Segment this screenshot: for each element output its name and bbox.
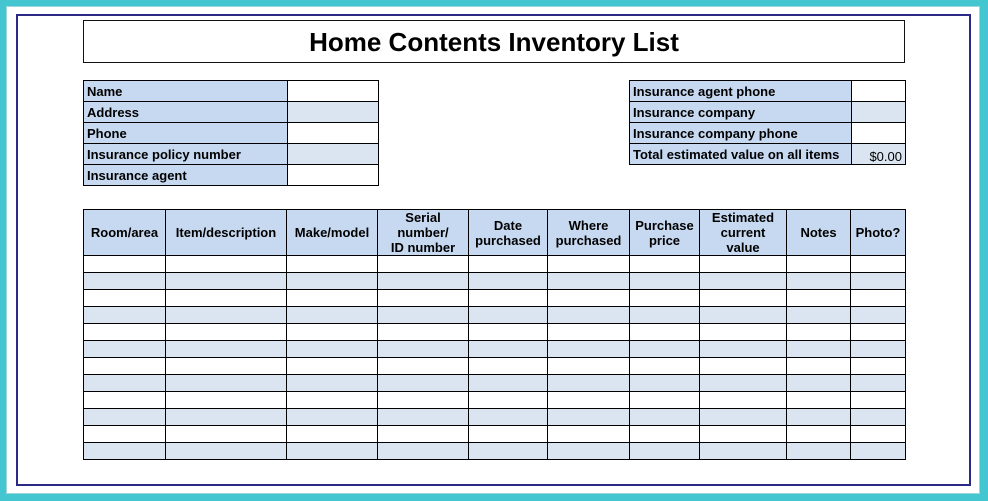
column-header-text: Where <box>568 217 609 233</box>
column-header-date-purchased <box>469 210 548 256</box>
make-model-cell[interactable] <box>287 341 378 358</box>
photo-cell[interactable] <box>851 273 906 290</box>
item-description-cell[interactable] <box>166 443 287 460</box>
room-area-cell[interactable] <box>84 392 166 409</box>
room-area-cell[interactable] <box>84 307 166 324</box>
where-purchased-cell[interactable] <box>548 256 630 273</box>
table-row <box>84 290 906 307</box>
estimated-current-value-cell[interactable] <box>700 290 787 307</box>
column-header-text: purchased <box>555 232 622 248</box>
where-purchased-cell[interactable] <box>548 358 630 375</box>
notes-cell[interactable] <box>787 409 851 426</box>
field-label: Insurance company <box>630 102 852 123</box>
photo-cell[interactable] <box>851 409 906 426</box>
purchase-price-cell[interactable] <box>630 409 700 426</box>
column-header-serial-number-id-number <box>378 210 469 256</box>
make-model-cell[interactable] <box>287 307 378 324</box>
table-row <box>84 375 906 392</box>
make-model-cell[interactable] <box>287 256 378 273</box>
where-purchased-cell[interactable] <box>548 443 630 460</box>
photo-cell[interactable] <box>851 256 906 273</box>
serial-number-id-number-cell[interactable] <box>378 324 469 341</box>
field-label: Total estimated value on all items <box>630 144 852 165</box>
purchase-price-cell[interactable] <box>630 426 700 443</box>
photo-cell[interactable] <box>851 358 906 375</box>
make-model-cell[interactable] <box>287 324 378 341</box>
inventory-table <box>83 209 906 460</box>
purchase-price-cell[interactable] <box>630 358 700 375</box>
inventory-header-row <box>84 210 906 256</box>
notes-cell[interactable] <box>787 273 851 290</box>
table-row <box>84 358 906 375</box>
table-row <box>84 273 906 290</box>
insurance-company-field[interactable] <box>852 102 906 123</box>
room-area-cell[interactable] <box>84 273 166 290</box>
serial-number-id-number-cell[interactable] <box>378 256 469 273</box>
column-header-notes <box>787 210 851 256</box>
date-purchased-cell[interactable] <box>469 443 548 460</box>
where-purchased-cell[interactable] <box>548 324 630 341</box>
total-value: $0.00 <box>852 144 906 165</box>
notes-cell[interactable] <box>787 256 851 273</box>
column-header-text: Item/description <box>175 225 277 240</box>
date-purchased-cell[interactable] <box>469 358 548 375</box>
column-header-estimated-current-value <box>700 210 787 256</box>
photo-cell[interactable] <box>851 324 906 341</box>
notes-cell[interactable] <box>787 375 851 392</box>
where-purchased-cell[interactable] <box>548 392 630 409</box>
photo-cell[interactable] <box>851 392 906 409</box>
serial-number-id-number-cell[interactable] <box>378 443 469 460</box>
room-area-cell[interactable] <box>84 341 166 358</box>
insurance-company-phone-field[interactable] <box>852 123 906 144</box>
purchase-price-cell[interactable] <box>630 375 700 392</box>
item-description-cell[interactable] <box>166 409 287 426</box>
room-area-cell[interactable] <box>84 358 166 375</box>
table-row <box>84 392 906 409</box>
field-label: Name <box>84 81 288 102</box>
estimated-current-value-cell[interactable] <box>700 307 787 324</box>
photo-cell[interactable] <box>851 341 906 358</box>
table-row <box>84 307 906 324</box>
photo-cell[interactable] <box>851 375 906 392</box>
notes-cell[interactable] <box>787 443 851 460</box>
make-model-cell[interactable] <box>287 443 378 460</box>
date-purchased-cell[interactable] <box>469 392 548 409</box>
make-model-cell[interactable] <box>287 273 378 290</box>
purchase-price-cell[interactable] <box>630 290 700 307</box>
notes-cell[interactable] <box>787 392 851 409</box>
item-description-cell[interactable] <box>166 273 287 290</box>
estimated-current-value-cell[interactable] <box>700 443 787 460</box>
column-header-make-model <box>287 210 378 256</box>
estimated-current-value-cell[interactable] <box>700 392 787 409</box>
notes-cell[interactable] <box>787 307 851 324</box>
estimated-current-value-cell[interactable] <box>700 426 787 443</box>
insurance-agent-phone-field[interactable] <box>852 81 906 102</box>
make-model-cell[interactable] <box>287 409 378 426</box>
column-header-text: Notes <box>800 225 837 240</box>
item-description-cell[interactable] <box>166 307 287 324</box>
column-header-item-description <box>166 210 287 256</box>
make-model-cell[interactable] <box>287 426 378 443</box>
info-row-insurance-agent-phone <box>630 81 906 102</box>
date-purchased-cell[interactable] <box>469 256 548 273</box>
column-header-photo <box>851 210 906 256</box>
photo-cell[interactable] <box>851 307 906 324</box>
notes-cell[interactable] <box>787 341 851 358</box>
where-purchased-cell[interactable] <box>548 375 630 392</box>
info-row-total-estimated-value-on-all-items <box>630 144 906 165</box>
column-header-text: Make/model <box>294 225 370 240</box>
column-header-text: number/ <box>397 225 449 240</box>
room-area-cell[interactable] <box>84 256 166 273</box>
purchase-price-cell[interactable] <box>630 341 700 358</box>
where-purchased-cell[interactable] <box>548 273 630 290</box>
column-header-text: Purchase <box>635 217 694 233</box>
room-area-cell[interactable] <box>84 290 166 307</box>
make-model-cell[interactable] <box>287 290 378 307</box>
estimated-current-value-cell[interactable] <box>700 375 787 392</box>
where-purchased-cell[interactable] <box>548 426 630 443</box>
serial-number-id-number-cell[interactable] <box>378 307 469 324</box>
serial-number-id-number-cell[interactable] <box>378 341 469 358</box>
notes-cell[interactable] <box>787 324 851 341</box>
table-row <box>84 324 906 341</box>
field-label: Insurance company phone <box>630 123 852 144</box>
date-purchased-cell[interactable] <box>469 375 548 392</box>
column-header-text: Date <box>493 217 523 233</box>
purchase-price-cell[interactable] <box>630 392 700 409</box>
where-purchased-cell[interactable] <box>548 409 630 426</box>
photo-cell[interactable] <box>851 290 906 307</box>
notes-cell[interactable] <box>787 358 851 375</box>
purchase-price-cell[interactable] <box>630 307 700 324</box>
item-description-cell[interactable] <box>166 341 287 358</box>
page-title: Home Contents Inventory List <box>83 20 905 63</box>
item-description-cell[interactable] <box>166 290 287 307</box>
column-header-text: price <box>648 232 681 248</box>
date-purchased-cell[interactable] <box>469 307 548 324</box>
where-purchased-cell[interactable] <box>548 307 630 324</box>
estimated-current-value-cell[interactable] <box>700 341 787 358</box>
room-area-cell[interactable] <box>84 375 166 392</box>
column-header-text: value <box>726 240 760 255</box>
column-header-text: Estimated <box>711 210 775 225</box>
make-model-cell[interactable] <box>287 392 378 409</box>
name-field[interactable] <box>288 81 379 102</box>
serial-number-id-number-cell[interactable] <box>378 409 469 426</box>
make-model-cell[interactable] <box>287 375 378 392</box>
address-field[interactable] <box>288 102 379 123</box>
item-description-cell[interactable] <box>166 375 287 392</box>
column-header-purchase-price <box>630 210 700 256</box>
column-header-text: purchased <box>475 232 541 248</box>
date-purchased-cell[interactable] <box>469 409 548 426</box>
purchase-price-cell[interactable] <box>630 443 700 460</box>
notes-cell[interactable] <box>787 290 851 307</box>
column-header-text: Serial <box>405 210 441 225</box>
where-purchased-cell[interactable] <box>548 341 630 358</box>
serial-number-id-number-cell[interactable] <box>378 392 469 409</box>
field-label: Insurance policy number <box>84 144 288 165</box>
table-row <box>84 409 906 426</box>
column-header-text: Photo? <box>855 225 901 240</box>
item-description-cell[interactable] <box>166 358 287 375</box>
info-row-insurance-company-phone <box>630 123 906 144</box>
room-area-cell[interactable] <box>84 426 166 443</box>
column-header-text: Room/area <box>90 225 159 240</box>
info-row-insurance-company <box>630 102 906 123</box>
date-purchased-cell[interactable] <box>469 426 548 443</box>
table-row <box>84 256 906 273</box>
table-row <box>84 426 906 443</box>
make-model-cell[interactable] <box>287 358 378 375</box>
table-row <box>84 443 906 460</box>
item-description-cell[interactable] <box>166 256 287 273</box>
item-description-cell[interactable] <box>166 392 287 409</box>
info-row-address <box>84 102 379 123</box>
room-area-cell[interactable] <box>84 409 166 426</box>
info-row-phone <box>84 123 379 144</box>
field-label: Insurance agent <box>84 165 288 186</box>
date-purchased-cell[interactable] <box>469 341 548 358</box>
info-row-insurance-policy-number <box>84 144 379 165</box>
purchase-price-cell[interactable] <box>630 273 700 290</box>
column-header-room-area <box>84 210 166 256</box>
owner-info-table <box>83 80 379 186</box>
estimated-current-value-cell[interactable] <box>700 324 787 341</box>
item-description-cell[interactable] <box>166 324 287 341</box>
purchase-price-cell[interactable] <box>630 324 700 341</box>
serial-number-id-number-cell[interactable] <box>378 358 469 375</box>
estimated-current-value-cell[interactable] <box>700 256 787 273</box>
date-purchased-cell[interactable] <box>469 290 548 307</box>
column-header-text: current <box>720 225 766 240</box>
date-purchased-cell[interactable] <box>469 273 548 290</box>
insurance-agent-field[interactable] <box>288 165 379 186</box>
room-area-cell[interactable] <box>84 324 166 341</box>
serial-number-id-number-cell[interactable] <box>378 375 469 392</box>
insurance-info-table <box>629 80 906 165</box>
item-description-cell[interactable] <box>166 426 287 443</box>
phone-field[interactable] <box>288 123 379 144</box>
field-label: Insurance agent phone <box>630 81 852 102</box>
table-row <box>84 341 906 358</box>
info-row-insurance-agent <box>84 165 379 186</box>
notes-cell[interactable] <box>787 426 851 443</box>
estimated-current-value-cell[interactable] <box>700 358 787 375</box>
serial-number-id-number-cell[interactable] <box>378 290 469 307</box>
estimated-current-value-cell[interactable] <box>700 273 787 290</box>
column-header-text: ID number <box>390 240 456 255</box>
purchase-price-cell[interactable] <box>630 256 700 273</box>
date-purchased-cell[interactable] <box>469 324 548 341</box>
photo-cell[interactable] <box>851 426 906 443</box>
field-label: Address <box>84 102 288 123</box>
serial-number-id-number-cell[interactable] <box>378 426 469 443</box>
info-row-name <box>84 81 379 102</box>
column-header-where-purchased <box>548 210 630 256</box>
photo-cell[interactable] <box>851 443 906 460</box>
insurance-policy-number-field[interactable] <box>288 144 379 165</box>
field-label: Phone <box>84 123 288 144</box>
estimated-current-value-cell[interactable] <box>700 409 787 426</box>
room-area-cell[interactable] <box>84 443 166 460</box>
serial-number-id-number-cell[interactable] <box>378 273 469 290</box>
where-purchased-cell[interactable] <box>548 290 630 307</box>
